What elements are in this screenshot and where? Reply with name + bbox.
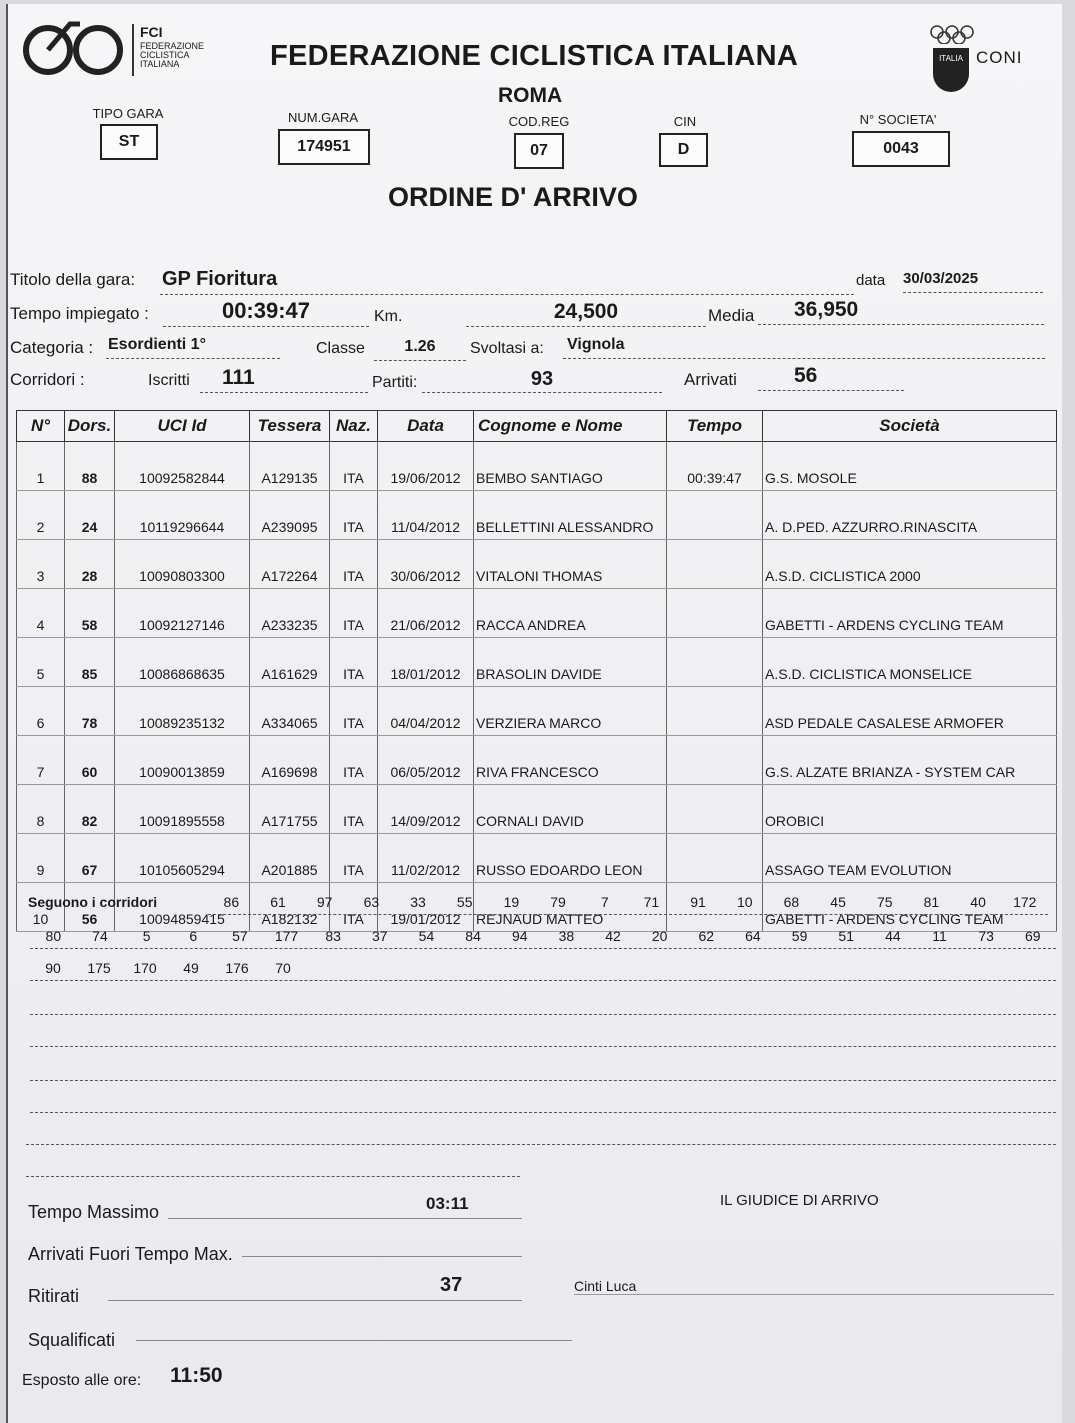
cell-dors: 24 [65, 491, 115, 540]
result-sheet [6, 4, 1062, 1423]
follower-number: 74 [92, 928, 108, 944]
km-line [466, 300, 706, 327]
fci-letters: FCI [140, 24, 163, 40]
cell-tempo [667, 785, 763, 834]
cell-tessera: A201885 [250, 834, 330, 883]
follower-number: 79 [550, 894, 566, 910]
corridori-label: Corridori : [10, 370, 85, 389]
cell-naz: ITA [330, 883, 378, 932]
cell-uci-id: 10089235132 [115, 687, 250, 736]
follower-number: 62 [698, 928, 715, 944]
km-label: Km. [374, 308, 403, 325]
follower-number: 11 [932, 928, 947, 944]
cell-data: 19/01/2012 [378, 883, 474, 932]
cell-dors: 56 [65, 883, 115, 932]
follower-number: 177 [274, 928, 299, 944]
cell-pos: 7 [17, 736, 65, 785]
svoltasi-value: Vignola [567, 336, 625, 353]
cell-dors: 88 [65, 442, 115, 491]
header-pos: N° [17, 411, 65, 442]
cell-uci-id: 10094859415 [115, 883, 250, 932]
cell-pos: 2 [17, 491, 65, 540]
cell-data: 21/06/2012 [378, 589, 474, 638]
follower-number: 90 [45, 960, 61, 976]
federation-title: FEDERAZIONE CICLISTICA ITALIANA [270, 40, 799, 72]
cell-societa: OROBICI [763, 785, 1057, 834]
cell-tessera: A334065 [250, 687, 330, 736]
classe-label: Classe [316, 340, 365, 357]
cell-data: 11/04/2012 [378, 491, 474, 540]
ritirati-line [108, 1272, 522, 1301]
cell-tempo [667, 589, 763, 638]
societa-box: 0043 [852, 131, 950, 167]
follower-number: 75 [876, 894, 893, 910]
media-line [758, 298, 1044, 325]
follower-number: 45 [830, 894, 846, 910]
cod-reg-box: 07 [514, 133, 564, 169]
arrivati-label: Arrivati [684, 370, 737, 389]
follower-number: 70 [275, 960, 291, 976]
cell-naz: ITA [330, 736, 378, 785]
cell-data: 11/02/2012 [378, 834, 474, 883]
cell-uci-id: 10119296644 [115, 491, 250, 540]
cell-dors: 60 [65, 736, 115, 785]
svoltasi-line [563, 336, 1045, 359]
followers-line-2 [30, 928, 1056, 949]
cell-uci-id: 10086868635 [115, 638, 250, 687]
blank-line [26, 1124, 1056, 1145]
cell-dors: 78 [65, 687, 115, 736]
cell-data: 14/09/2012 [378, 785, 474, 834]
cell-tempo [667, 638, 763, 687]
squalificati-label: Squalificati [28, 1330, 116, 1350]
esposto-value: 11:50 [170, 1364, 223, 1387]
arrivati-value: 56 [794, 364, 818, 387]
arrivati-line [758, 364, 904, 391]
partiti-value: 93 [530, 368, 554, 390]
giudice-name: Cinti Luca [574, 1278, 637, 1294]
data-label: data [856, 272, 886, 289]
header-tempo: Tempo [667, 411, 763, 442]
table-row [17, 442, 1057, 491]
blank-line [26, 1156, 520, 1177]
cell-data: 18/01/2012 [378, 638, 474, 687]
header-data: Data [378, 411, 474, 442]
tempo-label: Tempo impiegato : [10, 304, 149, 323]
cell-pos: 9 [17, 834, 65, 883]
cell-tempo: 00:39:47 [667, 442, 763, 491]
cell-dors: 58 [65, 589, 115, 638]
olympic-rings-icon [928, 24, 978, 44]
titolo-value: GP Fioritura [162, 268, 278, 290]
follower-number: 51 [838, 928, 854, 944]
follower-number: 63 [363, 894, 380, 910]
cell-pos: 3 [17, 540, 65, 589]
cell-name: BEMBO SANTIAGO [474, 442, 667, 491]
follower-number: 73 [978, 928, 994, 944]
cell-pos: 5 [17, 638, 65, 687]
svoltasi-label: Svoltasi a: [470, 340, 544, 357]
table-row [17, 589, 1057, 638]
cell-tempo [667, 736, 763, 785]
societa-label: N° SOCIETA' [859, 112, 937, 127]
follower-number: 40 [970, 894, 986, 910]
follower-number: 49 [183, 960, 199, 976]
follower-number: 175 [87, 960, 111, 976]
data-line [903, 270, 1043, 293]
titolo-label: Titolo della gara: [10, 270, 136, 289]
city: ROMA [498, 84, 563, 107]
follower-number: 176 [225, 960, 249, 976]
cell-naz: ITA [330, 687, 378, 736]
follower-number: 83 [325, 928, 341, 944]
iscritti-line [200, 366, 368, 393]
cell-tessera: A233235 [250, 589, 330, 638]
cell-data: 04/04/2012 [378, 687, 474, 736]
coni-shield-icon: ITALIA [933, 48, 969, 92]
follower-number: 81 [923, 894, 940, 910]
follower-number: 19 [503, 894, 520, 910]
follower-number: 84 [465, 928, 481, 944]
followers-label: Seguono i corridori [28, 894, 158, 910]
cell-societa: G.S. MOSOLE [763, 442, 1057, 491]
cell-pos: 4 [17, 589, 65, 638]
blank-line [30, 1092, 1056, 1113]
blank-line [30, 994, 1056, 1015]
classe-line [374, 338, 466, 361]
follower-number: 7 [600, 894, 609, 910]
cell-societa: A.S.D. CICLISTICA 2000 [763, 540, 1057, 589]
cell-uci-id: 10092127146 [115, 589, 250, 638]
follower-number: 61 [270, 894, 286, 910]
follower-number: 94 [511, 928, 528, 944]
followers-line-3 [30, 960, 1056, 981]
cell-tessera: A161629 [250, 638, 330, 687]
coni-label: CONI [976, 48, 1023, 67]
cell-name: RIVA FRANCESCO [474, 736, 667, 785]
cell-dors: 67 [65, 834, 115, 883]
cell-tessera: A239095 [250, 491, 330, 540]
follower-number: 54 [418, 928, 435, 944]
cell-name: BRASOLIN DAVIDE [474, 638, 667, 687]
categoria-label: Categoria : [10, 338, 94, 357]
tempo-massimo-label: Tempo Massimo [28, 1202, 160, 1222]
cell-naz: ITA [330, 442, 378, 491]
cell-dors: 82 [65, 785, 115, 834]
cell-tessera: A169698 [250, 736, 330, 785]
header-tessera: Tessera [250, 411, 330, 442]
cell-tessera: A182132 [250, 883, 330, 932]
follower-number: 71 [643, 894, 660, 910]
follower-number: 5 [142, 928, 151, 944]
cell-name: RUSSO EDOARDO LEON [474, 834, 667, 883]
cell-name: VITALONI THOMAS [474, 540, 667, 589]
cell-naz: ITA [330, 589, 378, 638]
iscritti-value: 111 [222, 366, 255, 389]
cell-uci-id: 10105605294 [115, 834, 250, 883]
cin-box: D [659, 133, 708, 167]
cell-societa: A. D.PED. AZZURRO.RINASCITA [763, 491, 1057, 540]
table-row [17, 638, 1057, 687]
cell-pos: 10 [17, 883, 65, 932]
follower-number: 44 [885, 928, 901, 944]
fci-text: FEDERAZIONE CICLISTICA ITALIANA [140, 41, 205, 69]
table-row [17, 540, 1057, 589]
tempo-value: 00:39:47 [221, 298, 311, 323]
cell-name: VERZIERA MARCO [474, 687, 667, 736]
cell-name: CORNALI DAVID [474, 785, 667, 834]
table-row [17, 834, 1057, 883]
follower-number: 69 [1024, 928, 1041, 944]
follower-number: 55 [456, 894, 473, 910]
cod-reg-label: COD.REG [508, 114, 570, 129]
header-uci-id: UCI Id [115, 411, 250, 442]
header-societa: Società [763, 411, 1057, 442]
cell-societa: A.S.D. CICLISTICA MONSELICE [763, 638, 1057, 687]
follower-number: 80 [45, 928, 62, 944]
cell-societa: G.S. ALZATE BRIANZA - SYSTEM CAR [763, 736, 1057, 785]
categoria-value: Esordienti 1° [108, 336, 206, 353]
follower-number: 59 [791, 928, 808, 944]
squalificati-line [136, 1318, 572, 1341]
cell-uci-id: 10090013859 [115, 736, 250, 785]
results-table [16, 410, 1057, 932]
cell-tessera: A172264 [250, 540, 330, 589]
cell-naz: ITA [330, 834, 378, 883]
follower-number: 42 [605, 928, 621, 944]
cell-societa: ASD PEDALE CASALESE ARMOFER [763, 687, 1057, 736]
tempo-massimo-value: 03:11 [426, 1194, 469, 1213]
classe-value: 1.26 [404, 338, 436, 355]
follower-number: 97 [316, 894, 333, 910]
titolo-line [160, 268, 854, 295]
table-row [17, 687, 1057, 736]
fuori-tempo-line [242, 1234, 522, 1257]
cell-naz: ITA [330, 491, 378, 540]
cell-dors: 28 [65, 540, 115, 589]
categoria-line [106, 336, 280, 359]
cell-tempo [667, 834, 763, 883]
media-value: 36,950 [794, 298, 859, 321]
cell-uci-id: 10092582844 [115, 442, 250, 491]
partiti-label: Partiti: [372, 374, 418, 391]
tempo-line [163, 298, 369, 327]
cell-pos: 1 [17, 442, 65, 491]
follower-number: 170 [133, 960, 157, 976]
follower-number: 38 [558, 928, 575, 944]
tipo-gara-label: TIPO GARA [92, 106, 164, 121]
giudice-label: IL GIUDICE DI ARRIVO [720, 1192, 879, 1209]
follower-number: 57 [232, 928, 248, 944]
blank-line [30, 1026, 1056, 1047]
cell-data: 30/06/2012 [378, 540, 474, 589]
giudice-signature-line [574, 1278, 1054, 1295]
cell-naz: ITA [330, 638, 378, 687]
header-naz: Naz. [330, 411, 378, 442]
blank-line [30, 1060, 1056, 1081]
cell-name: REJNAUD MATTEO [474, 883, 667, 932]
follower-number: 10 [736, 894, 753, 910]
follower-number: 91 [690, 894, 706, 910]
cell-tessera: A129135 [250, 442, 330, 491]
media-label: Media [708, 306, 755, 325]
follower-number: 172 [1013, 894, 1037, 910]
cell-societa: GABETTI - ARDENS CYCLING TEAM [763, 883, 1057, 932]
num-gara-box: 174951 [278, 129, 370, 165]
cell-naz: ITA [330, 540, 378, 589]
logo-divider [132, 24, 134, 76]
esposto-label: Esposto alle ore: [22, 1372, 142, 1389]
cell-dors: 85 [65, 638, 115, 687]
follower-number: 64 [745, 928, 761, 944]
ritirati-value: 37 [440, 1274, 463, 1296]
document-title: ORDINE D' ARRIVO [388, 182, 638, 212]
km-value: 24,500 [553, 300, 619, 323]
fci-bike-logo-icon [18, 16, 128, 78]
iscritti-label: Iscritti [148, 372, 190, 389]
header-name: Cognome e Nome [474, 411, 667, 442]
table-header-row [17, 411, 1057, 442]
follower-number: 33 [410, 894, 426, 910]
header-dors: Dors. [65, 411, 115, 442]
follower-number: 68 [783, 894, 800, 910]
cell-societa: ASSAGO TEAM EVOLUTION [763, 834, 1057, 883]
followers-line-1 [208, 894, 1048, 915]
ritirati-label: Ritirati [28, 1286, 80, 1306]
cell-name: RACCA ANDREA [474, 589, 667, 638]
cell-pos: 6 [17, 687, 65, 736]
follower-number: 20 [651, 928, 668, 944]
cell-tempo [667, 540, 763, 589]
cell-tessera: A171755 [250, 785, 330, 834]
cell-societa: GABETTI - ARDENS CYCLING TEAM [763, 589, 1057, 638]
fuori-tempo-label: Arrivati Fuori Tempo Max. [28, 1244, 233, 1264]
cell-naz: ITA [330, 785, 378, 834]
cell-uci-id: 10091895558 [115, 785, 250, 834]
cell-name: BELLETTINI ALESSANDRO [474, 491, 667, 540]
follower-number: 37 [372, 928, 388, 944]
cell-uci-id: 10090803300 [115, 540, 250, 589]
tipo-gara-box: ST [100, 124, 158, 160]
follower-number: 86 [223, 894, 240, 910]
cell-tempo [667, 687, 763, 736]
partiti-line [422, 368, 662, 393]
data-value: 30/03/2025 [903, 270, 979, 287]
follower-number: 6 [189, 928, 198, 944]
table-row [17, 491, 1057, 540]
table-row [17, 785, 1057, 834]
cell-pos: 8 [17, 785, 65, 834]
cell-tempo [667, 491, 763, 540]
tempo-massimo-line [168, 1190, 522, 1219]
cell-data: 19/06/2012 [378, 442, 474, 491]
table-row [17, 736, 1057, 785]
num-gara-label: NUM.GARA [287, 110, 359, 125]
cell-data: 06/05/2012 [378, 736, 474, 785]
cin-label: CIN [673, 114, 697, 129]
